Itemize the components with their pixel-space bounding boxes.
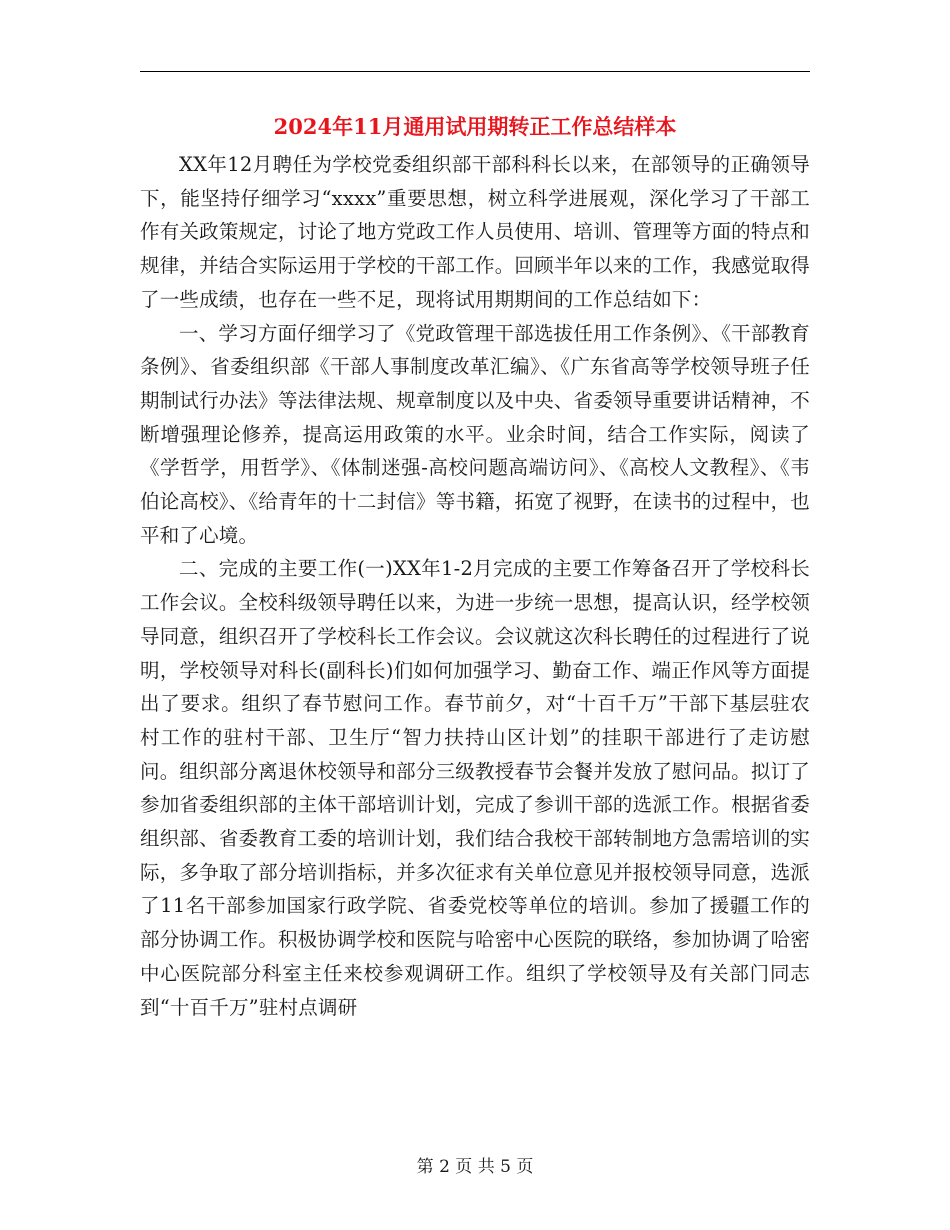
paragraph-main-work: 二、完成的主要工作(一)XX年1-2月完成的主要工作筹备召开了学校科长工作会议。全校科级领导聘任以来，为进一步统一思想，提高认识，经学校领导同意，组织召开了学校科长工作会议。会议就这次科长聘任的过程进行了说明，学校领导对科长(副科长)们如何加强学习、勤奋工作、端正作风等方面提出了要求。组织了春节慰问工作。春节前夕，对“十百千万”干部下基层驻农村工作的驻村干部、卫生厅“智力扶持山区计划”的挂职干部进行了走访慰问。组织部分离退休校领导和部分三级教授春节会餐并发放了慰问品。拟订了参加省委组织部的主体干部培训计划，完成了参训干部的选派工作。根据省委组织部、省委教育工委的培训计划，我们结合我校干部转制地方急需培训的实际，多争取了部分培训指标，并多次征求有关单位意见并报校领导同意，选派了11名干部参加国家行政学院、省委党校等单位的培训。参加了援疆工作的部分协调工作。积极协调学校和医院与哈密中心医院的联络，参加协调了哈密中心医院部分科室主任来校参观调研工作。组织了学校领导及有关部门同志到“十百千万”驻村点调研 xyxy=(140,557,810,1019)
document-title: 2024年11月通用试用期转正工作总结样本 xyxy=(273,114,677,139)
paragraph-intro: XX年12月聘任为学校党委组织部干部科科长以来，在部领导的正确领导下，能坚持仔细学习“xxxx”重要思想，树立科学进展观，深化学习了干部工作有关政策规定，讨论了地方党政工作人员使用、培训、管理等方面的特点和规律，并结合实际运用于学校的干部工作。回顾半年以来的工作，我感觉取得了一些成绩，也存在一些不足，现将试用期期间的工作总结如下： xyxy=(140,153,810,311)
header-rule xyxy=(140,71,810,72)
paragraph-study: 一、学习方面仔细学习了《党政管理干部选拔任用工作条例》、《干部教育条例》、省委组织部《干部人事制度改革汇编》、《广东省高等学校领导班子任期制试行办法》等法律法规、规章制度以及中央、省委领导重要讲话精神，不断增强理论修养，提高运用政策的水平。业余时间，结合工作实际，阅读了《学哲学，用哲学》、《体制迷强-高校问题高端访问》、《高校人文教程》、《韦伯论高校》、《给青年的十二封信》等书籍，拓宽了视野，在读书的过程中，也平和了心境。 xyxy=(140,321,811,547)
page-number: 第 2 页 共 5 页 xyxy=(416,1157,534,1177)
document-body xyxy=(140,148,810,1024)
